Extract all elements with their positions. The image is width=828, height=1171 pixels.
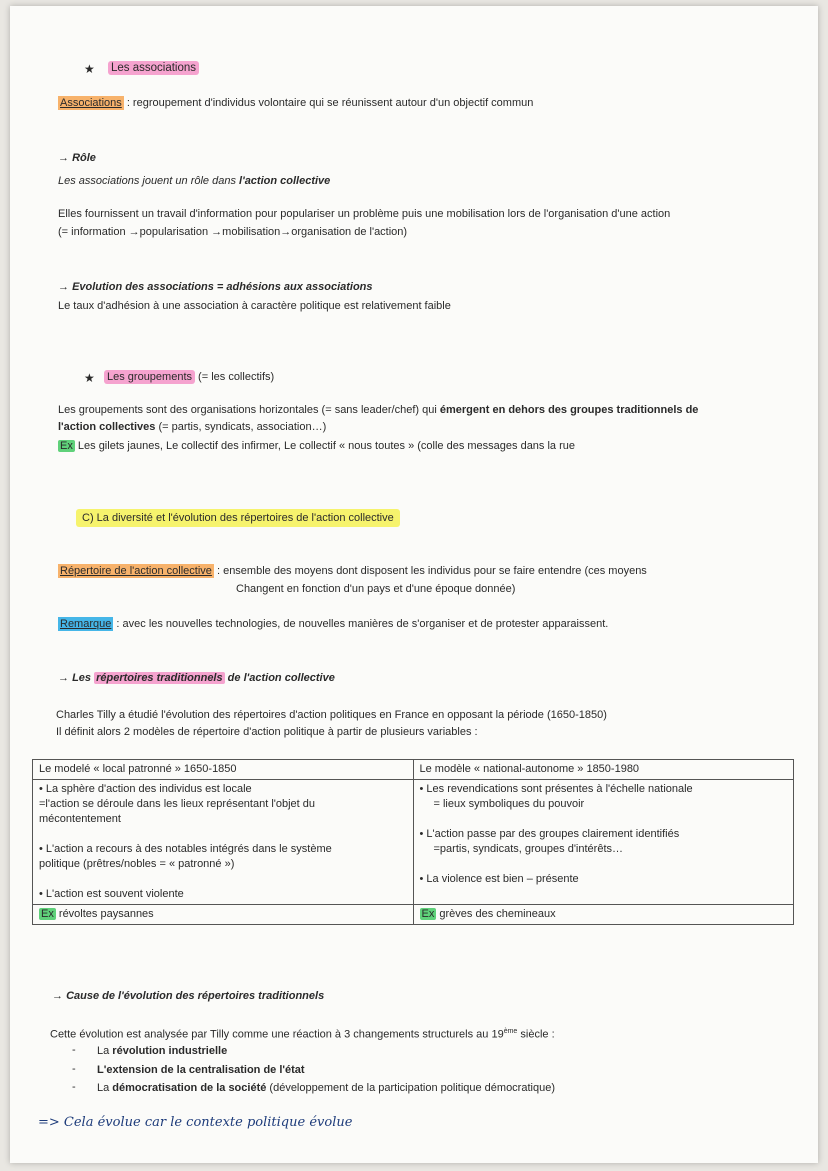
repertoire-definition: Répertoire de l'action collective : ensemble des moyens dont disposent les individus pour se faire entendre (ces moyens <box>60 565 647 577</box>
role-heading: → Rôle <box>58 152 96 164</box>
left-model-header: Le modelé « local patronné » 1650-1850 <box>33 760 414 780</box>
document-page <box>10 6 818 1163</box>
role-paragraph-2: (= information →popularisation →mobilisation→organisation de l'action) <box>58 226 408 238</box>
list-dash: - <box>72 1081 76 1093</box>
evolution-text: Le taux d'adhésion à une association à caractère politique est relativement faible <box>58 300 451 312</box>
right-model-header: Le modèle « national-autonome » 1850-1980 <box>413 760 794 780</box>
section-c-title: C) La diversité et l'évolution des répertoires de l'action collective <box>76 511 400 525</box>
star-bullet-icon: ★ <box>84 62 95 76</box>
role-line: Les associations jouent un rôle dans l'action collective <box>58 175 331 187</box>
left-model-cell: • La sphère d'action des individus est locale =l'action se déroule dans les lieux représentant l'objet du mécontentement • L'action a recours à des notables intégrés dans le système politique (prêtres/nobles = « patronné ») • L'action est souvent violente <box>33 780 414 905</box>
tilly-paragraph-1: Charles Tilly a étudié l'évolution des répertoires d'action politiques en France en opposant la période (1650-1850) <box>56 709 607 721</box>
groupements-paragraph-1: Les groupements sont des organisations horizontales (= sans leader/chef) qui émergent en dehors des groupes traditionnels de <box>58 404 699 416</box>
groupements-title: Les groupements (= les collectifs) <box>104 370 274 384</box>
handwritten-note: => Cela évolue car le contexte politique évolue <box>38 1115 353 1130</box>
cause-item-1: La révolution industrielle <box>97 1045 228 1057</box>
cause-heading: → Cause de l'évolution des répertoires traditionnels <box>52 990 325 1002</box>
models-table <box>32 759 794 925</box>
repertoire-definition-2: Changent en fonction d'un pays et d'une époque donnée) <box>236 583 516 595</box>
remarque: Remarque : avec les nouvelles technologies, de nouvelles manières de s'organiser et de protester apparaissent. <box>60 618 609 630</box>
star-bullet-icon: ★ <box>84 371 95 385</box>
groupements-example: Ex Les gilets jaunes, Le collectif des infirmer, Le collectif « nous toutes » (colle des messages dans la rue <box>60 440 575 452</box>
assoc-definition: Associations : regroupement d'individus volontaire qui se réunissent autour d'un objectif commun <box>60 97 534 109</box>
left-model-example: Ex révoltes paysannes <box>33 905 414 925</box>
associations-title: Les associations <box>108 61 199 75</box>
evolution-heading: → Evolution des associations = adhésions aux associations <box>58 281 373 293</box>
traditional-heading: → Les répertoires traditionnels de l'action collective <box>58 672 335 684</box>
list-dash: - <box>72 1063 76 1075</box>
cause-intro: Cette évolution est analysée par Tilly comme une réaction à 3 changements structurels au 19ème siècle : <box>50 1028 555 1041</box>
cause-item-3: La démocratisation de la société (développement de la participation politique démocratique) <box>97 1082 555 1094</box>
right-model-example: Ex grèves des chemineaux <box>413 905 794 925</box>
role-paragraph-1: Elles fournissent un travail d'information pour populariser un problème puis une mobilisation lors de l'organisation d'une action <box>58 208 671 220</box>
groupements-paragraph-2: l'action collectives (= partis, syndicats, association…) <box>58 421 327 433</box>
right-model-cell: • Les revendications sont présentes à l'échelle nationale = lieux symboliques du pouvoir • L'action passe par des groupes clairement identifiés =partis, syndicats, groupes d'intérêts… • La violence est bien – présente <box>413 780 794 905</box>
cause-item-2: L'extension de la centralisation de l'état <box>97 1064 305 1076</box>
tilly-paragraph-2: Il définit alors 2 modèles de répertoire d'action politique à partir de plusieurs variables : <box>56 726 478 738</box>
list-dash: - <box>72 1044 76 1056</box>
